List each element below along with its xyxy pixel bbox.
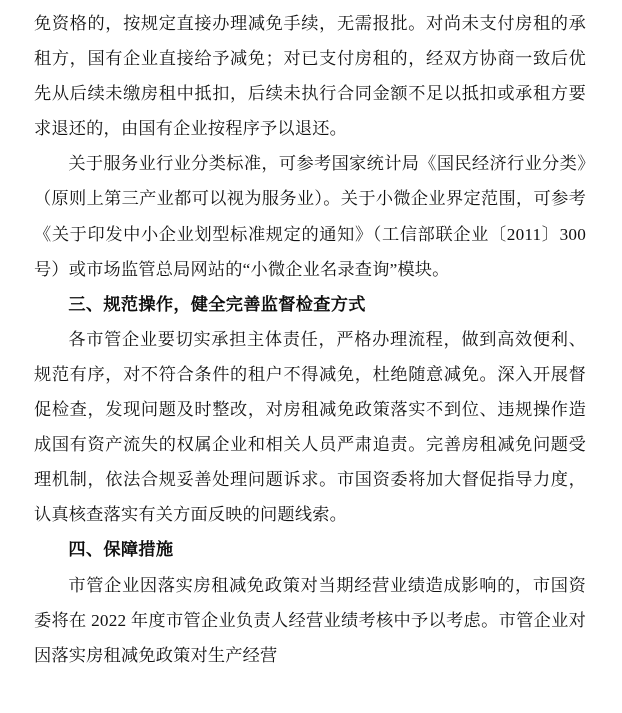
paragraph-safeguard-measures: 市管企业因落实房租减免政策对当期经营业绩造成影响的，市国资委将在 2022 年度市管企业负责人经营业绩考核中予以考虑。市管企业对因落实房租减免政策对生产经营 <box>34 575 586 665</box>
paragraph-service-industry-classification: 关于服务业行业分类标准，可参考国家统计局《国民经济行业分类》（原则上第三产业都可以视为服务业）。关于小微企业界定范围，可参考《关于印发中小企业划型标准规定的通知》（工信部联企业〔2011〕300号）或市场监管总局网站的“小微企业名录查询”模块。 <box>34 154 586 279</box>
paragraph-supervision-requirements: 各市管企业要切实承担主体责任，严格办理流程，做到高效便利、规范有序，对不符合条件的租户不得减免，杜绝随意减免。深入开展督促检查，发现问题及时整改，对房租减免政策落实不到位、违规操作造成国有资产流失的权属企业和相关人员严肃追责。完善房租减免问题受理机制，依法合规妥善处理问题诉求。市国资委将加大督促指导力度，认真核查落实有关方面反映的问题线索。 <box>34 329 586 525</box>
section-heading-four: 四、保障措施 <box>68 540 174 560</box>
paragraph-continuation: 免资格的，按规定直接办理减免手续，无需报批。对尚未支付房租的承租方，国有企业直接给予减免；对已支付房租的，经双方协商一致后优先从后续未缴房租中抵扣，后续未执行合同金额不足以抵扣或承租方要求退还的，由国有企业按程序予以退还。 <box>34 14 586 139</box>
section-heading-three: 三、规范操作，健全完善监督检查方式 <box>68 294 366 314</box>
document-body <box>34 6 586 673</box>
